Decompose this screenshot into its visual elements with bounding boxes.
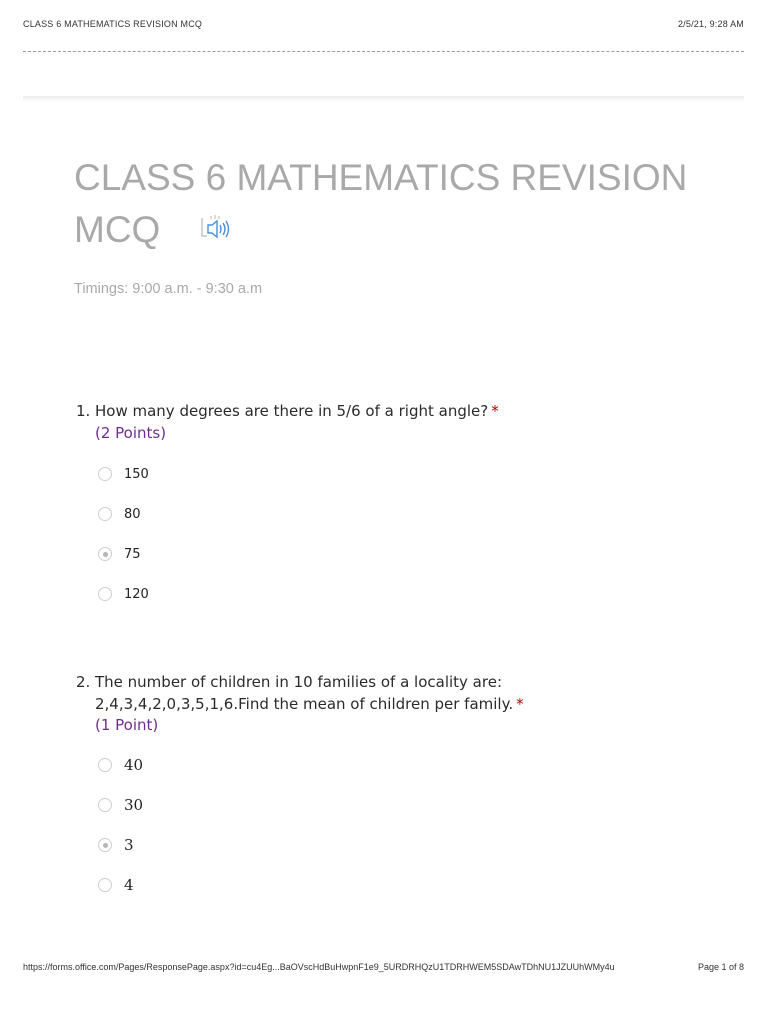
question-points: (2 Points)	[95, 423, 167, 442]
radio-button[interactable]	[98, 507, 112, 521]
option-label: 30	[124, 796, 144, 814]
option-label: 40	[124, 756, 144, 774]
option-75[interactable]	[98, 545, 141, 563]
divider	[23, 51, 744, 52]
option-40[interactable]	[98, 756, 143, 774]
option-label: 3	[124, 836, 134, 854]
radio-button[interactable]	[98, 878, 112, 892]
form-timings: Timings: 9:00 a.m. - 9:30 a.m	[74, 281, 263, 297]
required-mark: *	[491, 402, 499, 420]
option-80[interactable]	[98, 505, 141, 523]
print-header-title: CLASS 6 MATHEMATICS REVISION MCQ	[23, 19, 203, 29]
question-1-text-row	[76, 401, 565, 444]
print-footer-page: Page 1 of 8	[697, 962, 744, 972]
radio-button[interactable]	[98, 798, 112, 812]
option-label: 4	[124, 876, 134, 894]
question-number: 2.	[76, 673, 91, 691]
option-label: 120	[124, 586, 149, 602]
radio-button[interactable]	[98, 587, 112, 601]
question-text: How many degrees are there in 5/6 of a right angle?	[95, 402, 489, 420]
print-header-datetime: 2/5/21, 9:28 AM	[677, 19, 744, 29]
question-text: The number of children in 10 families of a locality are: 2,4,3,4,2,0,3,5,1,6.Find the mean of children per family.	[95, 673, 514, 713]
question-2-text-row	[76, 672, 565, 737]
radio-button[interactable]	[98, 467, 112, 481]
radio-button-selected[interactable]	[98, 547, 112, 561]
option-150[interactable]	[98, 465, 149, 483]
option-120[interactable]	[98, 585, 149, 603]
required-mark: *	[516, 694, 524, 713]
question-2	[76, 672, 565, 737]
question-body	[95, 401, 565, 444]
print-footer	[23, 962, 744, 972]
form-title	[74, 152, 714, 256]
option-3[interactable]	[98, 836, 134, 854]
radio-button[interactable]	[98, 758, 112, 772]
print-header	[23, 19, 744, 29]
option-label: 80	[124, 506, 141, 522]
question-body	[95, 672, 565, 737]
form-title-text: CLASS 6 MATHEMATICS REVISION MCQ	[74, 157, 688, 250]
radio-button-selected[interactable]	[98, 838, 112, 852]
speaker-icon[interactable]	[199, 202, 233, 254]
option-label: 150	[124, 466, 149, 482]
question-number: 1.	[76, 402, 91, 420]
option-label: 75	[124, 546, 141, 562]
form-top-shadow	[23, 96, 744, 102]
print-footer-url: https://forms.office.com/Pages/ResponsePage.aspx?id=cu4Eg...BaOVscHdBuHwpnF1e9_5URDRHQzU1TDRHWEM5SDAwTDhNU1JZUUhWMy4u	[23, 962, 615, 972]
option-30[interactable]	[98, 796, 143, 814]
option-4[interactable]	[98, 876, 134, 894]
question-1	[76, 401, 565, 444]
question-points: (1 Point)	[95, 716, 159, 734]
